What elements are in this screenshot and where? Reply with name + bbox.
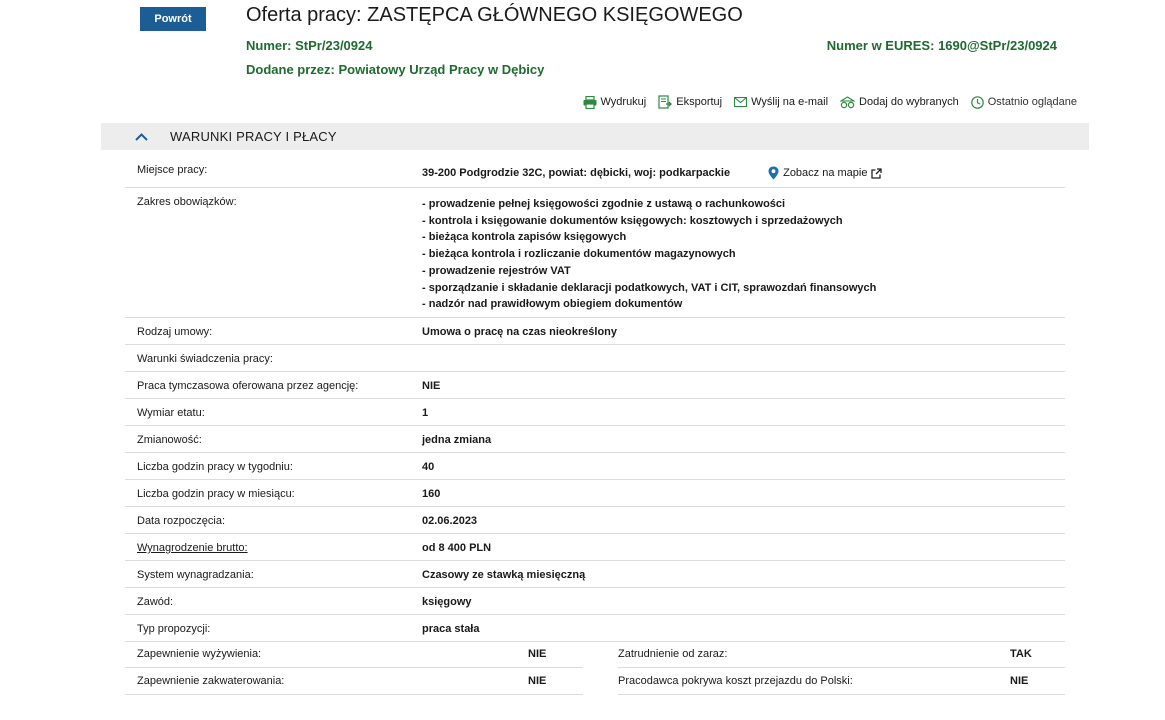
conditions-label: Warunki świadczenia pracy: <box>137 353 273 365</box>
offer-number <box>246 38 372 53</box>
travel-label: Pracodawca pokrywa koszt przejazdu do Polski: <box>618 675 853 687</box>
hours-month-label: Liczba godzin pracy w miesiącu: <box>137 488 295 500</box>
profession-label: Zawód: <box>137 596 174 608</box>
extras-right <box>618 641 1065 695</box>
row-location <box>125 158 1065 188</box>
contract-label: Rodzaj umowy: <box>137 326 213 338</box>
favorites-icon <box>840 96 855 109</box>
details-table <box>125 158 1065 642</box>
housing-value: NIE <box>528 675 547 687</box>
envelope-icon <box>734 97 747 107</box>
hours-week-label: Liczba godzin pracy w tygodniu: <box>137 461 293 473</box>
duties-label: Zakres obowiązków: <box>137 196 237 208</box>
eures-number-value: 1690@StPr/23/0924 <box>938 38 1057 53</box>
row-duties <box>125 188 1065 318</box>
shifts-label: Zmianowość: <box>137 434 202 446</box>
row-temp-agency <box>125 372 1065 399</box>
row-offer-type <box>125 615 1065 642</box>
location-value <box>422 166 882 180</box>
printer-icon <box>583 96 597 109</box>
eures-number <box>827 38 1057 53</box>
fte-value: 1 <box>422 407 429 419</box>
row-pay-system <box>125 561 1065 588</box>
recent-label: Ostatnio oglądane <box>987 96 1077 108</box>
export-action[interactable] <box>658 95 722 109</box>
extra-row-travel <box>618 668 1065 695</box>
location-text: 39-200 Podgrodzie 32C, powiat: dębicki, woj: podkarpackie <box>422 167 731 179</box>
email-label: Wyślij na e-mail <box>751 96 829 108</box>
row-start-date <box>125 507 1065 534</box>
row-salary <box>125 534 1065 561</box>
back-button[interactable]: Powrót <box>140 7 206 31</box>
food-value: NIE <box>528 648 547 660</box>
duty-item: - nadzór nad prawidłowym obiegiem dokumentów <box>422 298 683 311</box>
row-hours-week <box>125 453 1065 480</box>
chevron-up-icon <box>135 133 148 141</box>
email-action[interactable] <box>734 96 828 108</box>
action-toolbar <box>583 95 1078 109</box>
profession-value: księgowy <box>422 596 472 608</box>
page-title: Oferta pracy: ZASTĘPCA GŁÓWNEGO KSIĘGOWEGO <box>246 4 743 26</box>
travel-value: NIE <box>1010 675 1029 687</box>
row-hours-month <box>125 480 1065 507</box>
export-label: Eksportuj <box>676 96 723 108</box>
duty-item: - bieżąca kontrola zapisów księgowych <box>422 231 627 244</box>
external-link-icon <box>871 168 882 179</box>
extra-row-food <box>125 641 583 668</box>
hours-month-value: 160 <box>422 488 441 500</box>
duty-item: - prowadzenie rejestrów VAT <box>422 264 571 277</box>
map-link-label: Zobacz na mapie <box>783 167 868 179</box>
housing-label: Zapewnienie zakwaterowania: <box>137 675 285 687</box>
temp-agency-value: NIE <box>422 380 441 392</box>
extra-row-immediate <box>618 641 1065 668</box>
start-date-value: 02.06.2023 <box>422 515 478 527</box>
export-icon <box>658 95 672 109</box>
food-label: Zapewnienie wyżywienia: <box>137 648 262 660</box>
extras-grid <box>125 641 1065 695</box>
offer-number-value: StPr/23/0924 <box>295 38 373 53</box>
duty-item: - kontrola i księgowanie dokumentów księgowych: kosztowych i sprzedażowych <box>422 214 843 227</box>
print-label: Wydrukuj <box>600 96 647 108</box>
pay-system-label: System wynagradzania: <box>137 569 254 581</box>
duty-item: - sporządzanie i składanie deklaracji podatkowych, VAT i CIT, sprawozdań finansowych <box>422 281 877 294</box>
extra-row-housing <box>125 668 583 695</box>
added-by <box>246 62 544 77</box>
hours-week-value: 40 <box>422 461 435 473</box>
pay-system-value: Czasowy ze stawką miesięczną <box>422 569 586 581</box>
recent-action[interactable] <box>971 96 1077 109</box>
offer-type-label: Typ propozycji: <box>137 623 211 635</box>
row-contract <box>125 318 1065 345</box>
fte-label: Wymiar etatu: <box>137 407 205 419</box>
duties-list <box>422 196 876 313</box>
immediate-label: Zatrudnienie od zaraz: <box>618 648 728 660</box>
contract-value: Umowa o pracę na czas nieokreślony <box>422 326 618 338</box>
section-header-work-conditions[interactable] <box>101 123 1089 150</box>
row-conditions <box>125 345 1065 372</box>
shifts-value: jedna zmiana <box>422 434 492 446</box>
temp-agency-label: Praca tymczasowa oferowana przez agencję: <box>137 380 359 392</box>
salary-label[interactable]: Wynagrodzenie brutto: <box>137 542 248 554</box>
offer-type-value: praca stała <box>422 623 480 635</box>
extras-left <box>125 641 583 695</box>
print-action[interactable] <box>583 96 647 109</box>
row-fte <box>125 399 1065 426</box>
row-profession <box>125 588 1065 615</box>
added-by-value: Powiatowy Urząd Pracy w Dębicy <box>338 62 545 77</box>
row-shifts <box>125 426 1065 453</box>
offer-number-label: Numer: <box>246 38 292 53</box>
section-title: WARUNKI PRACY I PŁACY <box>170 129 337 144</box>
duty-item: - prowadzenie pełnej księgowości zgodnie z ustawą o rachunkowości <box>422 198 786 210</box>
salary-value: od 8 400 PLN <box>422 542 492 554</box>
map-pin-icon <box>768 166 779 180</box>
favorite-action[interactable] <box>840 96 959 109</box>
added-by-label: Dodane przez: <box>246 62 335 77</box>
location-label: Miejsce pracy: <box>137 164 208 176</box>
map-link[interactable] <box>768 166 882 180</box>
favorite-label: Dodaj do wybranych <box>859 96 959 108</box>
duty-item: - bieżąca kontrola i rozliczanie dokumentów magazynowych <box>422 248 736 261</box>
immediate-value: TAK <box>1010 648 1032 660</box>
eures-number-label: Numer w EURES: <box>826 38 935 53</box>
clock-icon <box>971 96 984 109</box>
start-date-label: Data rozpoczęcia: <box>137 515 226 527</box>
